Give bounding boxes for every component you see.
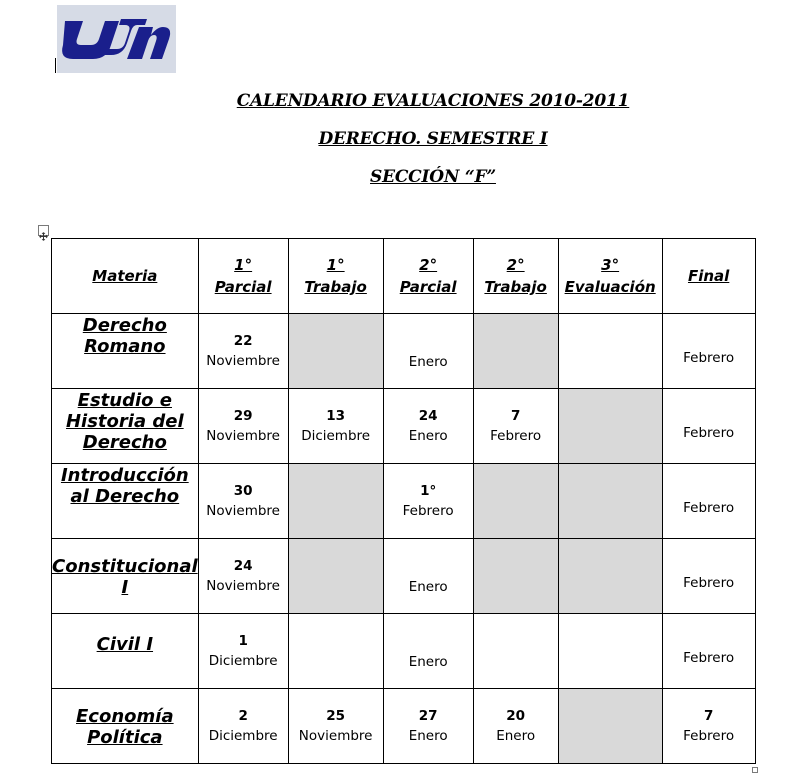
subject-cell: Estudio e Historia del Derecho [52,389,199,464]
first-partial-cell: 30 Noviembre [198,464,288,539]
second-partial-cell: 24 Enero [383,389,473,464]
evaluation-calendar-table [51,238,756,764]
third-evaluation-cell [558,389,662,464]
first-partial-cell: 1 Diciembre [198,614,288,689]
subject-cell: Introducción al Derecho [52,464,199,539]
first-partial-cell: 24 Noviembre [198,539,288,614]
second-assignment-cell [473,314,558,389]
third-evaluation-cell [558,689,662,764]
subject-cell: Constitucional I [52,539,199,614]
subject-cell: Economía Política [52,689,199,764]
first-assignment-cell [288,464,383,539]
move-arrows-icon [39,232,48,241]
table-resize-handle[interactable] [752,767,758,773]
header-materia: Materia [52,239,199,314]
second-assignment-cell: 20 Enero [473,689,558,764]
second-assignment-cell [473,464,558,539]
header-first-assignment: 1° Trabajo [288,239,383,314]
subject-cell: Civil I [52,614,199,689]
first-partial-cell: 22 Noviembre [198,314,288,389]
third-evaluation-cell [558,614,662,689]
final-cell: 7 Febrero [662,689,755,764]
second-partial-cell: Enero [383,614,473,689]
first-assignment-cell [288,614,383,689]
table-row [52,689,756,764]
first-assignment-cell: 25 Noviembre [288,689,383,764]
table-row [52,614,756,689]
second-assignment-cell [473,614,558,689]
final-cell: Febrero [662,539,755,614]
table-row [52,464,756,539]
header-second-assignment: 2° Trabajo [473,239,558,314]
section-title: SECCIÓN “F” [370,167,496,187]
header-row [52,239,756,314]
final-cell: Febrero [662,314,755,389]
table-move-handle[interactable] [38,225,49,236]
third-evaluation-cell [558,539,662,614]
second-assignment-cell [473,539,558,614]
table-row [52,314,756,389]
header-final: Final [662,239,755,314]
second-partial-cell: 27 Enero [383,689,473,764]
second-partial-cell: Enero [383,539,473,614]
header-second-partial: 2° Parcial [383,239,473,314]
usm-logo-icon [57,5,176,73]
header-first-partial: 1° Parcial [198,239,288,314]
final-cell: Febrero [662,464,755,539]
first-partial-cell: 2 Diciembre [198,689,288,764]
first-assignment-cell: 13 Diciembre [288,389,383,464]
final-cell: Febrero [662,614,755,689]
table-row [52,539,756,614]
university-logo [57,5,176,73]
header-third-evaluation: 3° Evaluación [558,239,662,314]
first-assignment-cell [288,539,383,614]
second-assignment-cell: 7 Febrero [473,389,558,464]
second-partial-cell: 1° Febrero [383,464,473,539]
first-partial-cell: 29 Noviembre [198,389,288,464]
document-title: CALENDARIO EVALUACIONES 2010-2011 [236,91,630,111]
second-partial-cell: Enero [383,314,473,389]
third-evaluation-cell [558,464,662,539]
text-cursor [55,58,56,73]
document-subtitle: DERECHO. SEMESTRE I [318,129,548,149]
first-assignment-cell [288,314,383,389]
subject-cell: Derecho Romano [52,314,199,389]
table-row [52,389,756,464]
third-evaluation-cell [558,314,662,389]
final-cell: Febrero [662,389,755,464]
